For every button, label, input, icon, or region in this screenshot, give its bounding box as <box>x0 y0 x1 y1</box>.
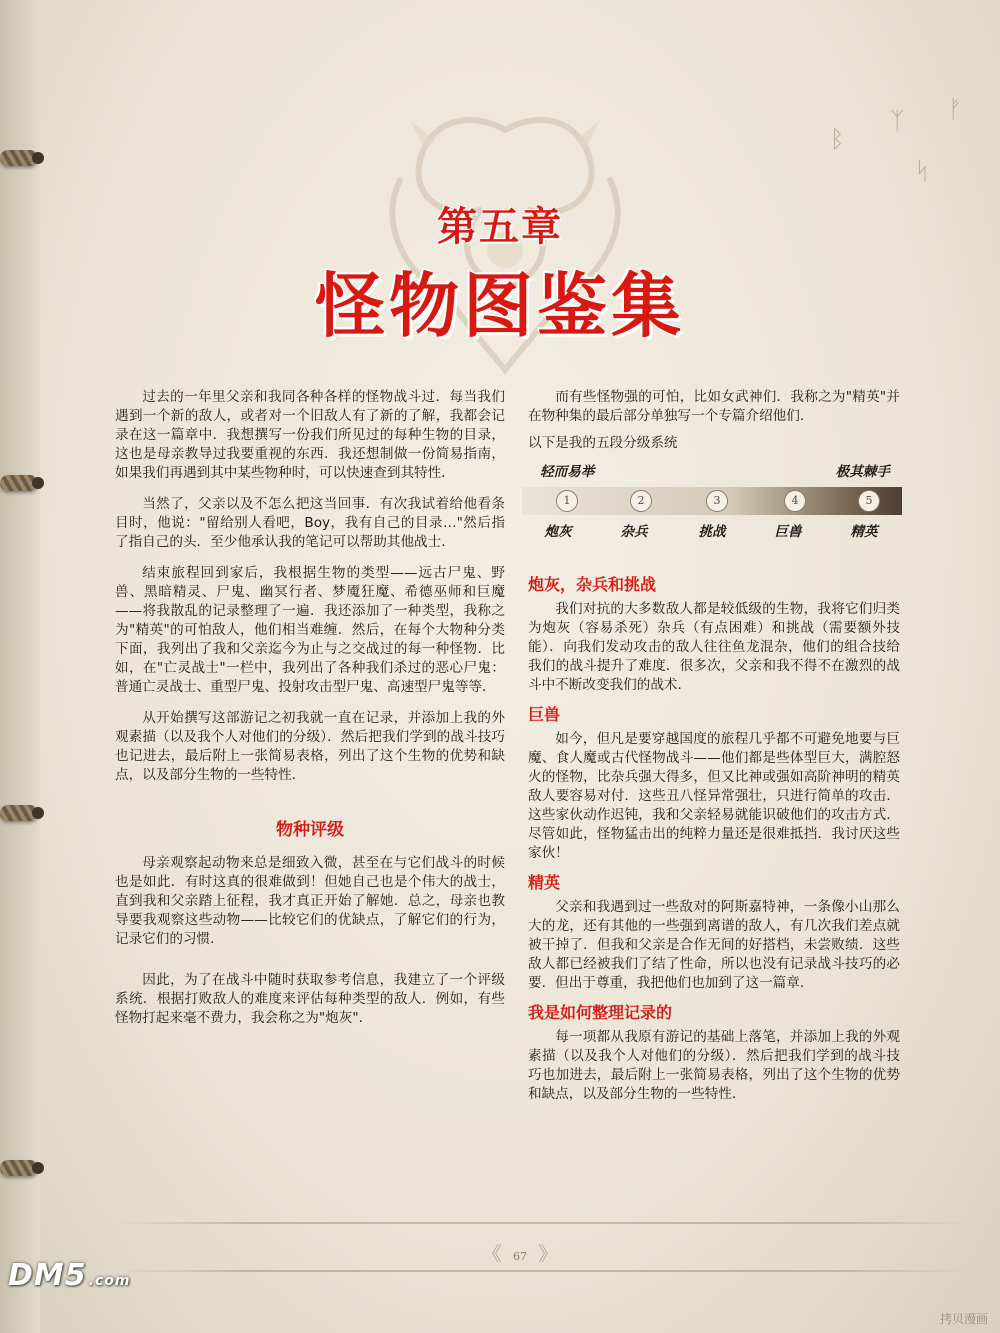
scale-number: 3 <box>706 490 728 512</box>
chapter-number: 第五章 <box>437 204 563 250</box>
section-heading: 我是如何整理记录的 <box>528 1003 673 1022</box>
difficulty-scale <box>528 463 900 575</box>
binding-cord <box>0 1160 38 1176</box>
right-column <box>528 388 900 1104</box>
scale-easy-label: 轻而易举 <box>540 464 595 480</box>
scale-number: 2 <box>630 490 652 512</box>
intro-paragraph: 当然了，父亲以及不怎么把这当回事．有次我试着给他看条目时，他说："留给别人看吧，Boy，我有自己的目录…"然后指了指自己的头．至少他承认我的笔记可以帮助其他战士． <box>115 496 505 550</box>
footer-rule <box>118 1222 968 1224</box>
page-number-block <box>470 1238 570 1264</box>
intro-paragraph: 过去的一年里父亲和我同各种各样的怪物战斗过．每当我们遇到一个新的敌人，或者对一个旧敌人有了新的了解，我都会记录在这一篇章中．我想撰写一份我们所见过的每种生物的目录，这也是母亲教导过我要重视的东西．我还想制做一份简易指南，如果我们再遇到其中某些物种时，可以快速查到其特性． <box>115 389 505 481</box>
watermark-logo-sub: .com <box>88 1273 131 1289</box>
rating-paragraph: 因此，为了在战斗中随时获取参考信息，我建立了一个评级系统．根据打败敌人的难度来评估每种类型的敌人．例如，有些怪物打起来毫不费力，我会称之为"炮灰"． <box>115 972 505 1026</box>
binding-cord <box>0 805 38 821</box>
dm5-watermark-logo <box>8 1258 158 1318</box>
section-paragraph: 我们对抗的大多数敌人都是较低级的生物，我将它们归类为炮灰（容易杀死）杂兵（有点困难）和挑战（需要额外技能）．向我们发动攻击的敌人往往鱼龙混杂，他们的组合技给我们的战斗提升了难度．很多次，父亲和我不得不在激烈的战斗中不断改变我们的战术． <box>528 601 900 693</box>
rune-glyph: ᛉ <box>890 107 905 135</box>
section-heading: 精英 <box>528 873 561 892</box>
tier-label: 炮灰 <box>544 524 572 540</box>
section-heading: 炮灰，杂兵和挑战 <box>528 575 657 594</box>
scale-number: 4 <box>784 490 806 512</box>
scale-intro: 以下是我的五段分级系统 <box>528 435 678 451</box>
rune-glyph: ᛒ <box>830 125 845 153</box>
intro-paragraph: 从开始撰写这部游记之初我就一直在记录，并添加上我的外观素描（以及我个人对他们的分级）．然后把我们学到的战斗技巧也记进去，最后附上一张简易表格，列出了这个生物的优势和缺点，以及部分生物的一些特性． <box>115 710 505 783</box>
intro-paragraph: 结束旅程回到家后，我根据生物的类型——远古尸鬼、野兽、黑暗精灵、尸鬼、幽冥行者、梦魇狂魔、希德巫师和巨魔——将我散乱的记录整理了一遍．我还添加了一种类型，我称之为"精英"的可怕敌人，他们相当难缠．然后，在每个大物种分类下面，我列出了我和父亲迄今为止与之交战过的每一种怪物．比如，在"亡灵战士"一栏中，我列出了各种我们杀过的恶心尸鬼：普通亡灵战士、重型尸鬼、投射攻击型尸鬼、高速型尸鬼等等． <box>115 565 505 695</box>
section-paragraph: 每一项都从我原有游记的基础上落笔，并添加上我的外观素描（以及我个人对他们的分级）．然后把我们学到的战斗技巧也加进去，最后附上一张简易表格，列出了这个生物的优势和缺点，以及部分生物的一些特性． <box>528 1029 900 1102</box>
tier-label: 挑战 <box>698 524 726 540</box>
left-column <box>115 388 505 1028</box>
chapter-title: 怪物图鉴集 <box>315 265 685 347</box>
rune-glyphs <box>800 95 980 205</box>
rating-paragraph: 母亲观察起动物来总是细致入微，甚至在与它们战斗的时候也是如此．有时这真的很难做到！但她自己也是个伟大的战士，直到我和父亲踏上征程，我才真正开始了解她．总之，母亲也教导要我观察这些动物——比较它们的优缺点，了解它们的行为，记录它们的习惯． <box>115 855 505 947</box>
tier-label: 巨兽 <box>774 524 802 540</box>
rune-glyph: ᛋ <box>915 157 930 185</box>
rating-heading: 物种评级 <box>276 820 344 840</box>
right-ornament-icon: 》 <box>538 1242 559 1266</box>
scale-tier-labels <box>528 523 900 545</box>
watermark-logo-text: DM5 <box>8 1258 87 1293</box>
scale-end-labels <box>528 463 900 483</box>
rune-glyph: ᚠ <box>948 95 963 123</box>
corner-watermark: 拷贝漫画 <box>939 1312 988 1326</box>
section-heading: 巨兽 <box>528 705 561 724</box>
section-paragraph: 父亲和我遇到过一些敌对的阿斯嘉特神，一条像小山那么大的龙，还有其他的一些强到离谱的敌人，有几次我们差点就被干掉了．但我和父亲是合作无间的好搭档，未尝败绩．这些敌人都已经被我们了结了性命，所以也没有记录战斗技巧的必要．但出于尊重，我把他们也加到了这一篇章． <box>528 899 900 991</box>
tier-label: 精英 <box>850 524 878 540</box>
binding-cord <box>0 150 38 166</box>
scale-number: 5 <box>858 490 880 512</box>
footer-rule <box>118 1270 968 1272</box>
scale-hard-label: 极其棘手 <box>835 464 890 480</box>
left-ornament-icon: 《 <box>481 1242 502 1266</box>
tier-label: 杂兵 <box>620 524 648 540</box>
section-paragraph: 如今，但凡是要穿越国度的旅程几乎都不可避免地要与巨魔、食人魔或古代怪物战斗——他们都是些体型巨大，满腔怒火的怪物，比杂兵强大得多，但又比神或强如高阶神明的精英敌人要容易对付．这些丑八怪异常强壮，只进行简单的攻击．这些家伙动作迟钝，我和父亲轻易就能识破他们的攻击方式．尽管如此，怪物猛击出的纯粹力量还是很难抵挡．我讨厌这些家伙！ <box>528 731 900 861</box>
difficulty-gradient-bar <box>522 487 902 515</box>
continuation-paragraph: 而有些怪物强的可怕，比如女武神们．我称之为"精英"并在物种集的最后部分单独写一个专篇介绍他们． <box>528 389 900 424</box>
binding-cord <box>0 475 38 491</box>
page-number: 67 <box>513 1250 527 1263</box>
scale-number: 1 <box>556 490 578 512</box>
